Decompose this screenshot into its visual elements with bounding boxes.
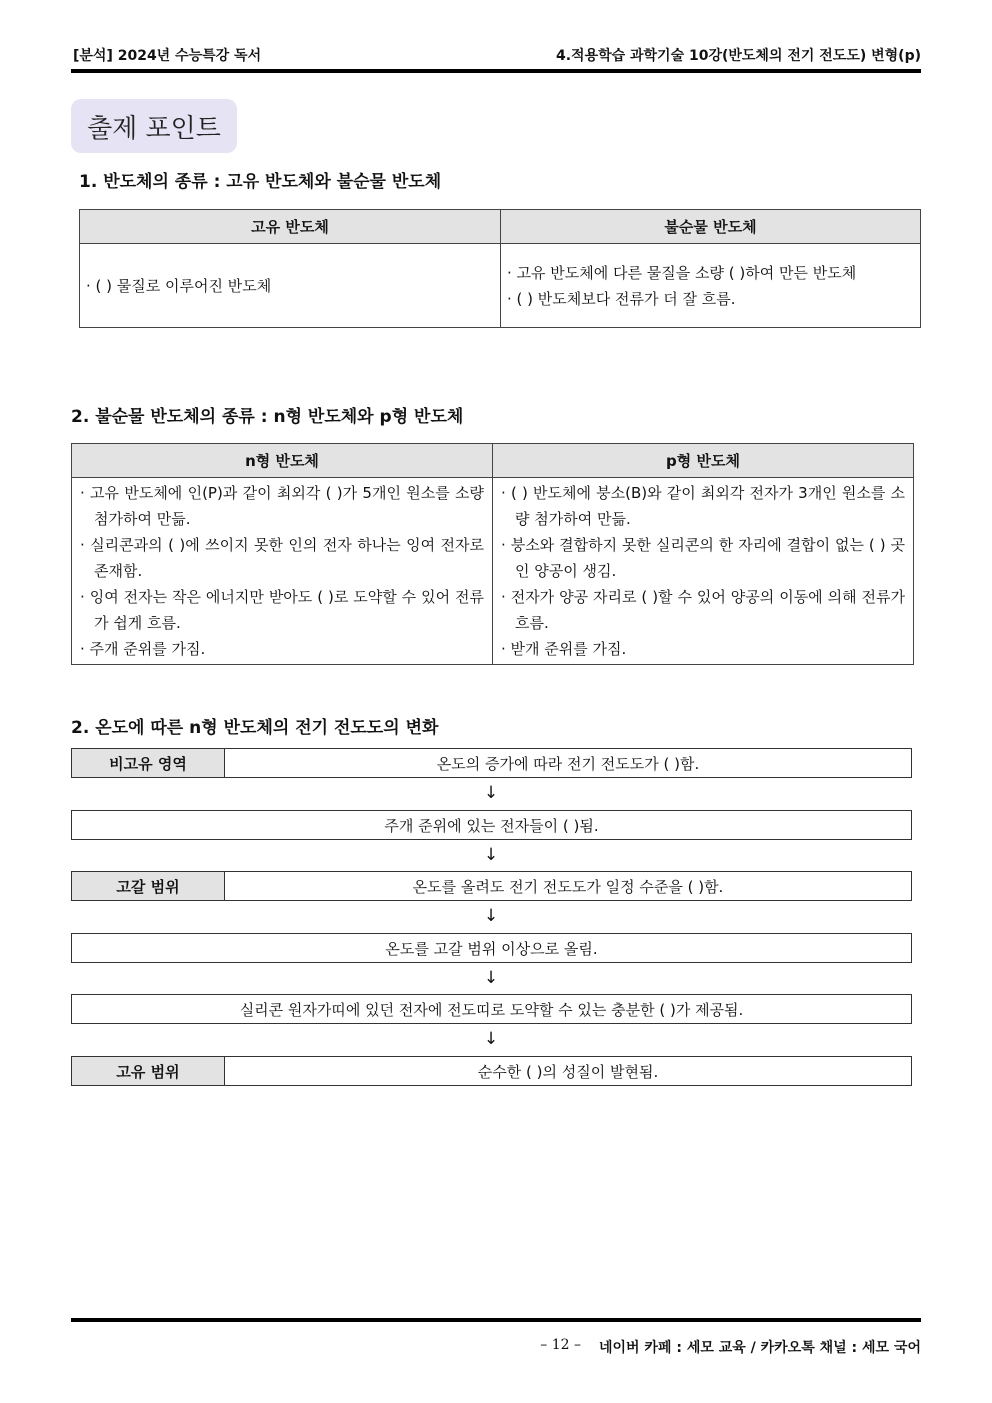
section1-col2-header: 불순물 반도체 [501,210,921,244]
flow-step-text: 온도를 올려도 전기 전도도가 일정 수준을 ( )함. [412,877,724,896]
flow-step-label: 고갈 범위 [72,872,225,900]
flow-step-label: 고유 범위 [72,1057,225,1085]
down-arrow-icon: ↓ [483,1029,499,1049]
section2-title: 2. 불순물 반도체의 종류 : n형 반도체와 p형 반도체 [71,407,464,427]
footer-rule [71,1318,921,1322]
list-item: · ( ) 반도체보다 전류가 더 잘 흐름. [507,289,736,308]
flow-step [71,748,912,778]
flow-step-text: 온도를 고갈 범위 이상으로 올림. [385,939,598,958]
header-right: 4.적용학습 과학기술 10강(반도체의 전기 전도도) 변형(p) [555,48,921,64]
list-item: · 전자가 양공 자리로 ( )할 수 있어 양공의 이동에 의해 전류가 흐름. [501,588,905,632]
list-item: · 받개 준위를 가짐. [501,640,627,658]
section2-col1-header: n형 반도체 [72,444,493,478]
flow-step-text: 주개 준위에 있는 전자들이 ( )됨. [384,816,599,835]
section3-title: 2. 온도에 따른 n형 반도체의 전기 전도도의 변화 [71,718,439,738]
section1-col1-header: 고유 반도체 [80,210,501,244]
section2-col2-cell [493,478,914,665]
flow-step-text: 순수한 ( )의 성질이 발현됨. [477,1062,659,1081]
list-item: · 잉여 전자는 작은 에너지만 받아도 ( )로 도약할 수 있어 전류가 쉽게 흐름. [80,588,484,632]
flow-step-label: 비고유 영역 [72,749,225,777]
list-item: · 고유 반도체에 다른 물질을 소량 ( )하여 만든 반도체 [507,263,857,282]
down-arrow-icon: ↓ [483,906,499,926]
flow-step [71,810,912,840]
section1-table [79,209,921,328]
section2-table [71,443,914,665]
flow-step [71,1056,912,1086]
list-item: · 실리콘과의 ( )에 쓰이지 못한 인의 전자 하나는 잉여 전자로 존재함. [80,536,484,580]
header-rule [71,69,921,73]
section1-col1-cell [80,244,501,328]
down-arrow-icon: ↓ [483,783,499,803]
list-item: · 붕소와 결합하지 못한 실리콘의 한 자리에 결합이 없는 ( ) 곳인 양공이 생김. [501,536,905,580]
list-item: · 주개 준위를 가짐. [80,640,206,658]
down-arrow-icon: ↓ [483,845,499,865]
list-item: · ( ) 반도체에 붕소(B)와 같이 최외각 전자가 3개인 원소를 소량 첨가하여 만듦. [501,484,905,528]
section1-title: 1. 반도체의 종류 : 고유 반도체와 불순물 반도체 [79,172,442,192]
header-left: [분석] 2024년 수능특강 독서 [73,48,262,64]
list-item: · ( ) 물질로 이루어진 반도체 [86,276,272,295]
page-header [71,40,921,66]
flow-step [71,871,912,901]
section2-col2-header: p형 반도체 [493,444,914,478]
down-arrow-icon: ↓ [483,968,499,988]
flow-step-text: 실리콘 원자가띠에 있던 전자에 전도띠로 도약할 수 있는 충분한 ( )가 제공됨. [239,1000,744,1019]
section2-col1-cell [72,478,493,665]
list-item: · 고유 반도체에 인(P)과 같이 최외각 ( )가 5개인 원소를 소량 첨가하여 만듦. [80,484,484,528]
flow-step [71,994,912,1024]
page-number: – 12 – [540,1337,581,1353]
section1-col2-cell [501,244,921,328]
section-badge: 출제 포인트 [71,99,237,153]
page-footer [540,1337,921,1357]
footer-text: 네이버 카페 : 세모 교육 / 카카오톡 채널 : 세모 국어 [598,1340,921,1356]
flow-step [71,933,912,963]
flow-step-text: 온도의 증가에 따라 전기 전도도가 ( )함. [436,754,700,773]
